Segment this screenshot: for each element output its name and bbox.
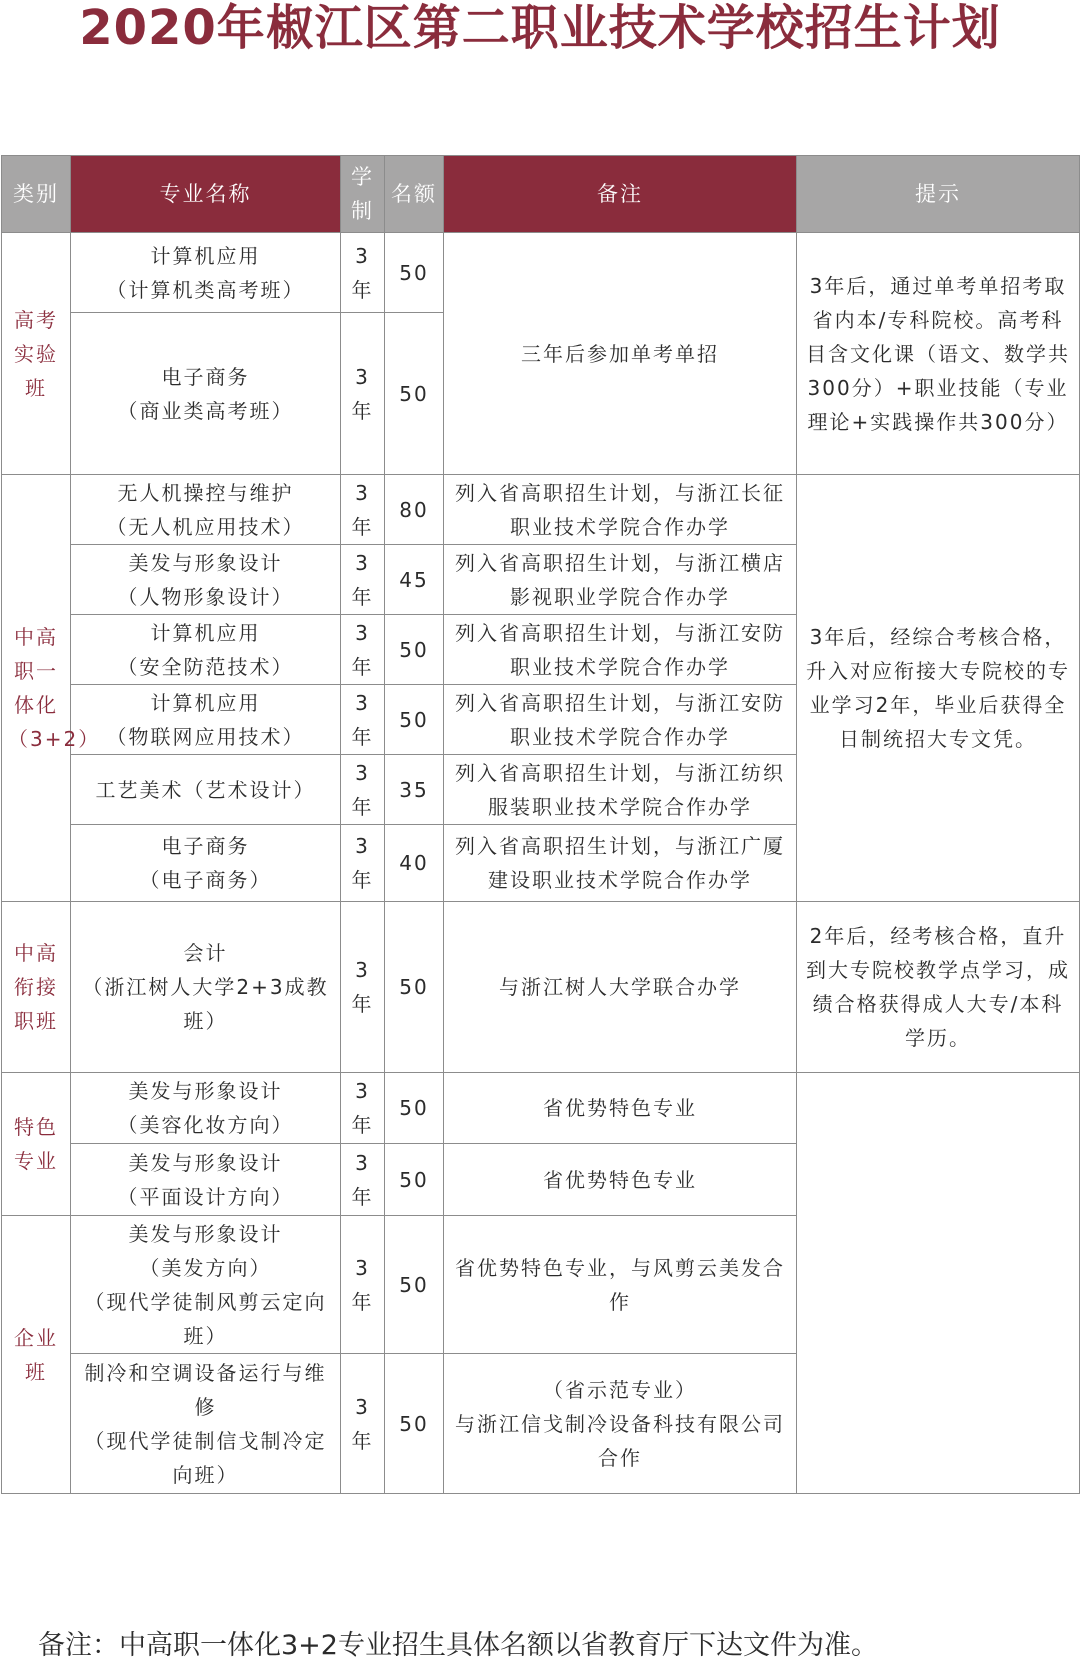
remark-text: 与浙江信戈制冷设备科技有限公司合作	[455, 1411, 785, 1470]
remark-badge: （省示范专业）	[543, 1377, 697, 1402]
quota-cell: 50	[385, 685, 444, 755]
major-detail: （安全防范技术）	[117, 654, 294, 679]
major-cell	[71, 545, 341, 615]
tip-cell-empty	[797, 1073, 1080, 1494]
remark-cell: 列入省高职招生计划，与浙江长征职业技术学院合作办学	[444, 475, 797, 545]
tip-cell: 3年后，经综合考核合格，升入对应衔接大专院校的专业学习2年，毕业后获得全日制统招大专文凭。	[797, 475, 1080, 902]
remark-cell: 列入省高职招生计划，与浙江广厦建设职业技术学院合作办学	[444, 825, 797, 902]
major-cell	[71, 313, 341, 475]
table-row	[2, 902, 1080, 1073]
tip-cell: 3年后，通过单考单招考取省内本/专科院校。高考科目含文化课（语文、数学共300分）+职业技能（专业理论+实践操作共300分）	[797, 233, 1080, 475]
years-cell: 3年	[341, 233, 385, 313]
major-name: 计算机应用	[150, 243, 261, 268]
footer-note: 备注：中高职一体化3+2专业招生具体名额以省教育厅下达文件为准。	[38, 1630, 878, 1661]
years-cell: 3年	[341, 545, 385, 615]
header-remark: 备注	[444, 156, 797, 233]
major-cell	[71, 233, 341, 313]
table-row	[2, 1073, 1080, 1144]
major-name: 工艺美术（艺术设计）	[95, 777, 316, 802]
major-name: 美发与形象设计	[128, 1079, 283, 1103]
tip-cell: 2年后，经考核合格，直升到大专院校教学点学习，成绩合格获得成人大专/本科学历。	[797, 902, 1080, 1073]
quota-cell: 80	[385, 475, 444, 545]
category-cell: 高考实验班	[2, 233, 71, 475]
quota-cell: 40	[385, 825, 444, 902]
major-name: 无人机操控与维护	[117, 480, 294, 505]
major-detail: （美容化妆方向）	[117, 1113, 294, 1137]
quota-cell: 50	[385, 1354, 444, 1494]
years-cell: 3年	[341, 902, 385, 1073]
major-name: 美发与形象设计	[128, 550, 283, 575]
table-row	[2, 233, 1080, 313]
years-cell: 3年	[341, 1354, 385, 1494]
header-quota: 名额	[385, 156, 444, 233]
years-cell: 3年	[341, 1216, 385, 1354]
remark-cell: 省优势特色专业，与风剪云美发合作	[444, 1216, 797, 1354]
header-years: 学制	[341, 156, 385, 233]
enrollment-plan-table	[1, 155, 1080, 1494]
major-detail: （美发方向）	[139, 1255, 272, 1280]
quota-cell: 35	[385, 755, 444, 825]
quota-cell: 50	[385, 1073, 444, 1144]
years-cell: 3年	[341, 755, 385, 825]
years-cell: 3年	[341, 313, 385, 475]
major-name: 美发与形象设计	[128, 1221, 283, 1246]
major-detail: （现代学徒制风剪云定向班）	[84, 1289, 327, 1348]
major-detail: （物联网应用技术）	[106, 724, 305, 749]
major-cell	[71, 615, 341, 685]
remark-cell: 与浙江树人大学联合办学	[444, 902, 797, 1073]
major-name: 计算机应用	[150, 690, 261, 715]
quota-cell: 50	[385, 233, 444, 313]
major-cell	[71, 902, 341, 1073]
years-cell: 3年	[341, 475, 385, 545]
major-cell	[71, 475, 341, 545]
major-cell	[71, 755, 341, 825]
major-cell	[71, 685, 341, 755]
major-detail: （电子商务）	[139, 868, 272, 892]
major-detail: （无人机应用技术）	[106, 514, 305, 539]
quota-cell: 45	[385, 545, 444, 615]
major-name: 美发与形象设计	[128, 1150, 283, 1175]
header-major: 专业名称	[71, 156, 341, 233]
category-cell: 中高衔接职班	[2, 902, 71, 1073]
major-name: 计算机应用	[150, 620, 261, 645]
major-cell	[71, 1144, 341, 1216]
major-detail: （平面设计方向）	[117, 1184, 294, 1209]
quota-cell: 50	[385, 313, 444, 475]
years-cell: 3年	[341, 1144, 385, 1216]
years-cell: 3年	[341, 685, 385, 755]
header-tip: 提示	[797, 156, 1080, 233]
quota-cell: 50	[385, 1216, 444, 1354]
major-detail: （计算机类高考班）	[106, 277, 305, 302]
major-detail: （人物形象设计）	[117, 584, 294, 609]
major-name: 制冷和空调设备运行与维修	[84, 1360, 327, 1419]
table-row	[2, 475, 1080, 545]
quota-cell: 50	[385, 1144, 444, 1216]
category-cell: 中高职一体化（3+2）	[2, 475, 71, 902]
category-cell: 企业班	[2, 1216, 71, 1494]
remark-cell	[444, 1354, 797, 1494]
quota-cell: 50	[385, 902, 444, 1073]
quota-cell: 50	[385, 615, 444, 685]
table-header-row	[2, 156, 1080, 233]
remark-cell: 列入省高职招生计划，与浙江安防职业技术学院合作办学	[444, 685, 797, 755]
header-category: 类别	[2, 156, 71, 233]
major-cell	[71, 1354, 341, 1494]
category-cell: 特色专业	[2, 1073, 71, 1216]
major-name: 电子商务	[161, 834, 250, 858]
years-cell: 3年	[341, 615, 385, 685]
remark-cell: 列入省高职招生计划，与浙江安防职业技术学院合作办学	[444, 615, 797, 685]
remark-cell: 省优势特色专业	[444, 1073, 797, 1144]
major-cell	[71, 1073, 341, 1144]
remark-cell: 三年后参加单考单招	[444, 233, 797, 475]
major-detail: （现代学徒制信戈制冷定向班）	[84, 1428, 327, 1487]
remark-cell: 列入省高职招生计划，与浙江纺织服装职业技术学院合作办学	[444, 755, 797, 825]
major-cell	[71, 1216, 341, 1354]
major-cell	[71, 825, 341, 902]
major-name: 会计	[183, 941, 228, 965]
years-cell: 3年	[341, 1073, 385, 1144]
years-cell: 3年	[341, 825, 385, 902]
remark-cell: 列入省高职招生计划，与浙江横店影视职业学院合作办学	[444, 545, 797, 615]
major-detail: （商业类高考班）	[117, 398, 294, 423]
page-title: 2020年椒江区第二职业技术学校招生计划	[79, 0, 1001, 56]
remark-cell: 省优势特色专业	[444, 1144, 797, 1216]
major-name: 电子商务	[161, 364, 250, 389]
major-detail: （浙江树人大学2+3成教班）	[82, 975, 329, 1033]
